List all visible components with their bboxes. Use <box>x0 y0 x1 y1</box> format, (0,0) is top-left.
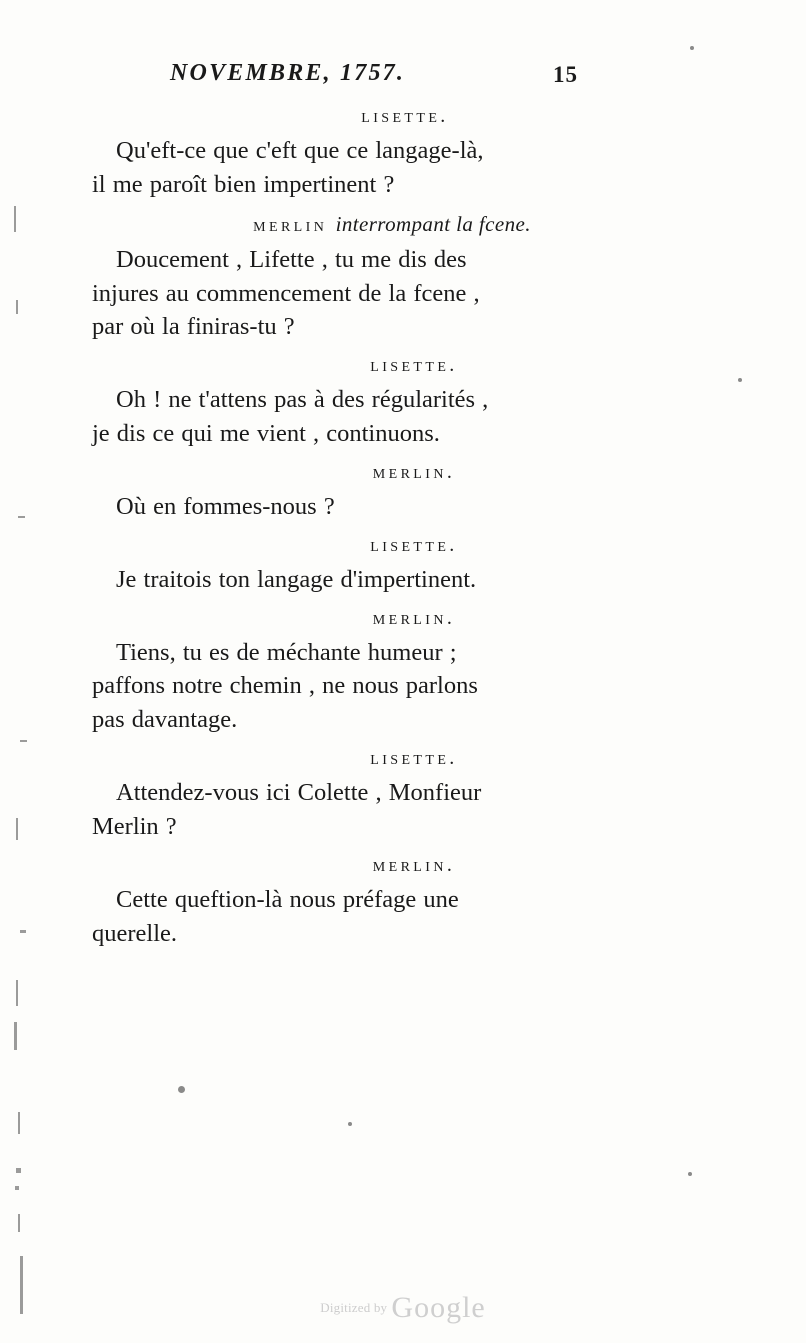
speaker-heading <box>92 212 692 237</box>
dialogue-block <box>92 854 692 950</box>
text-line: je dis ce qui me vient , continuons. <box>92 420 440 448</box>
speech-paragraph <box>92 637 692 737</box>
scan-artifact <box>14 206 16 232</box>
scan-artifact <box>20 930 26 933</box>
speaker-name: merlin. <box>372 606 456 629</box>
speech-paragraph <box>92 244 692 344</box>
text-line: Attendez-vous ici Colette , Monfieur <box>116 779 482 807</box>
watermark-prefix: Digitized by <box>320 1300 388 1315</box>
text-line: pas davantage. <box>92 706 238 734</box>
text-line: Tiens, tu es de méchante humeur ; <box>116 638 457 666</box>
text-line: par où la finiras-tu ? <box>92 313 295 341</box>
scan-artifact <box>18 1214 20 1232</box>
text-line: Cette queftion-là nous préfage une <box>116 885 459 913</box>
scan-artifact <box>20 740 27 742</box>
speech-paragraph <box>92 135 692 201</box>
dialogue-block <box>92 461 692 523</box>
page-text-column <box>92 60 692 956</box>
speaker-heading <box>92 854 692 877</box>
text-line: paffons notre chemin , ne nous parlons <box>92 672 478 700</box>
speaker-name: lisette. <box>370 354 458 377</box>
scan-speck <box>738 378 742 382</box>
text-line: Où en fommes-nous ? <box>116 492 335 520</box>
running-head <box>92 60 692 94</box>
speaker-name: lisette. <box>370 533 458 556</box>
running-head-title: NOVEMBRE, 1757. <box>170 60 406 86</box>
text-line: Oh ! ne t'attens pas à des régularités , <box>116 386 489 414</box>
text-line: Je traitois ton langage d'impertinent. <box>116 565 477 593</box>
dialogue-block <box>92 354 692 450</box>
scan-artifact <box>14 1022 17 1050</box>
stage-direction: interrompant la fcene. <box>335 211 531 236</box>
speaker-heading <box>92 534 692 557</box>
scan-artifact <box>15 1186 19 1190</box>
text-line: injures au commencement de la fcene , <box>92 279 480 307</box>
text-line: Qu'eft-ce que c'eft que ce langage-là, <box>116 137 484 164</box>
speech-paragraph <box>92 884 692 950</box>
speech-paragraph <box>92 777 692 843</box>
speaker-heading <box>92 354 692 377</box>
speaker-heading <box>92 747 692 770</box>
dialogue-block <box>92 534 692 596</box>
text-line: querelle. <box>92 919 178 947</box>
speaker-heading <box>92 461 692 484</box>
speaker-name: lisette. <box>361 105 449 127</box>
speech-paragraph <box>92 491 692 523</box>
speaker-name: merlin. <box>372 853 456 876</box>
page-number: 15 <box>553 62 578 87</box>
dialogue-block <box>92 747 692 843</box>
scan-artifact <box>16 300 18 314</box>
scan-artifact <box>16 1168 21 1173</box>
scan-artifact <box>18 1112 20 1134</box>
watermark-brand: Google <box>391 1291 486 1324</box>
text-line: Merlin ? <box>92 812 177 840</box>
speaker-name: merlin <box>253 213 328 236</box>
dialogue-block <box>92 212 692 344</box>
scan-artifact <box>18 516 25 518</box>
digitization-watermark <box>0 1291 806 1325</box>
text-line: il me paroît bien impertinent ? <box>92 170 395 198</box>
scan-artifact <box>16 818 18 840</box>
speaker-name: merlin. <box>372 460 456 483</box>
scan-speck <box>688 1172 692 1176</box>
speaker-heading <box>92 607 692 630</box>
text-line: Doucement , Lifette , tu me dis des <box>116 245 467 273</box>
scan-speck <box>178 1086 185 1093</box>
speaker-name: lisette. <box>370 747 458 770</box>
dialogue-block <box>92 105 692 201</box>
speech-paragraph <box>92 564 692 596</box>
scan-artifact <box>16 980 18 1006</box>
scan-speck <box>348 1122 352 1126</box>
speech-paragraph <box>92 384 692 450</box>
scan-speck <box>690 46 694 50</box>
speaker-heading <box>92 105 692 128</box>
dialogue-block <box>92 607 692 737</box>
